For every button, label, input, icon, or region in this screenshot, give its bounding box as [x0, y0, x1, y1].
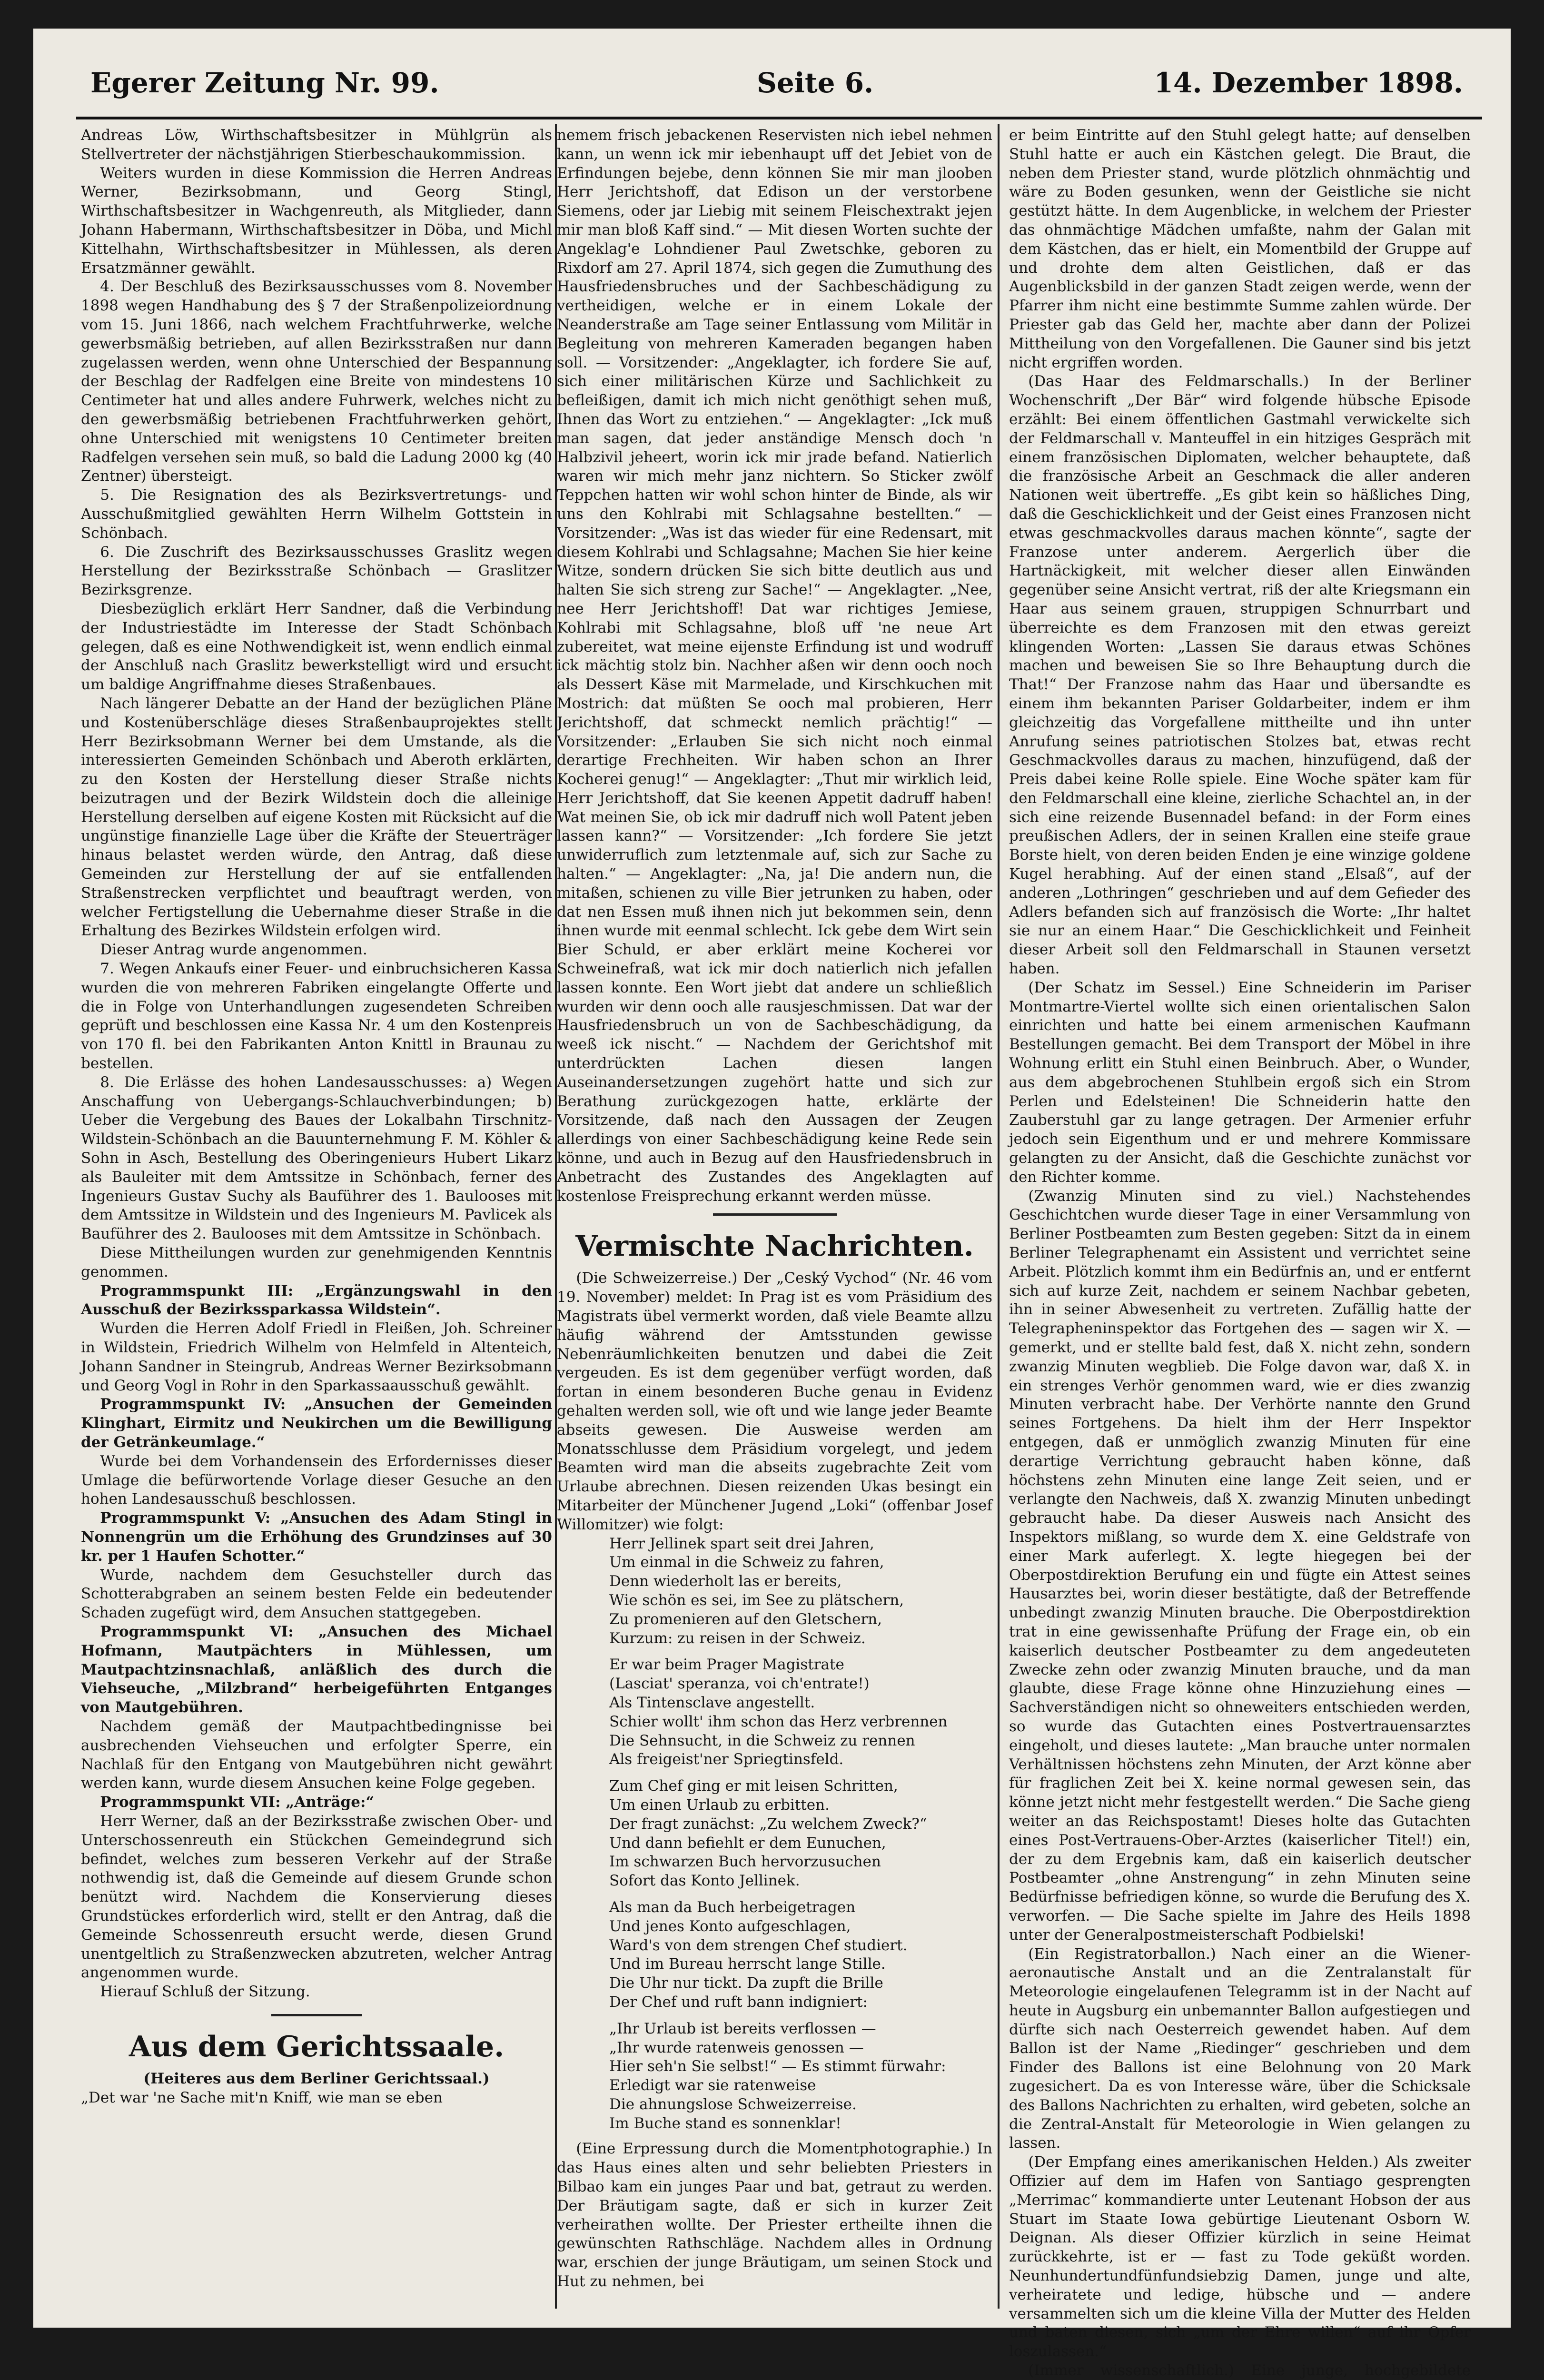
- poem-line: Um einmal in die Schweiz zu fahren,: [609, 1554, 884, 1571]
- article-paragraph: Wurde, nachdem dem Gesuchsteller durch das Schotterabgraben an seinem besten Felde ein bedeutender Schaden zugefügt wird, dem Ansuchen stattgegeben.: [81, 1566, 552, 1622]
- article-paragraph: 5. Die Resignation des als Bezirksvertretungs- und Ausschußmitglied gewählten Herrn Wilhelm Gottstein in Schönbach.: [81, 486, 552, 542]
- paper-issue: Egerer Zeitung Nr. 99.: [90, 67, 439, 99]
- column-3: [1009, 126, 1471, 2380]
- poem-line: Im Buche stand es sonnenklar!: [609, 2114, 841, 2132]
- article-paragraph: „Det war 'ne Sache mit'n Kniff, wie man se eben: [81, 2089, 443, 2106]
- poem-line: Wie schön es sei, im See zu plätschern,: [609, 1591, 904, 1609]
- page-number: Seite 6.: [757, 67, 874, 99]
- section-divider: [271, 2014, 362, 2016]
- article-paragraph: 8. Die Erlässe des hohen Landesausschusses: a) Wegen Anschaffung von Uebergangs-Schlauchverbindungen; b) Ueber die Vergebung des Baues der Lokalbahn Tirschnitz-Wildstein-Schönbach an die Bauunternehmung F. M. Köhler & Sohn in Asch, Bestellung des Oberingenieurs Hubert Likarz als Bauleiter mit dem Amtssitze in Schönbach, ferner des Ingenieurs Gustav Suchy als Bauführer des 1. Baulooses mit dem Amtssitze in Wildstein und des Ingenieurs M. Pavlicek als Bauführer des 2. Baulooses mit dem Amtssitze in Schönbach.: [81, 1073, 552, 1243]
- poem-line: Die ahnungslose Schweizerreise.: [609, 2095, 857, 2113]
- article-paragraph: Hierauf Schluß der Sitzung.: [100, 1983, 310, 2001]
- newspaper-page: [33, 29, 1511, 2380]
- poem-line: Als freigeist'ner Spriegtinsfeld.: [609, 1751, 844, 1768]
- poem-line: „Ihr Urlaub ist bereits verflossen —: [609, 2020, 876, 2037]
- header-divider: [76, 117, 1482, 119]
- article-paragraph: (Das Haar des Feldmarschalls.) In der Berliner Wochenschrift „Der Bär“ wird folgende hübsche Episode erzählt: Bei einem öffentlichen Gastmahl verwickelte sich der Feldmarschall v. Manteuffel in ein hitziges Gespräch mit einem französischen Diplomaten, welcher behauptete, daß die französische Arbeit an Geschmack die aller anderen Nationen weit übertreffe. „Es gibt kein so häßliches Ding, daß die Geschicklichkeit und der Geist eines Franzosen nicht etwas geschmackvolles daraus machen könnte“, sagte der Franzose unter anderem. Aergerlich über die Hartnäckigkeit, mit welcher dieser allen Einwänden gegenüber seine Ansicht vertrat, riß der alte Kriegsmann ein Haar aus seinem grauen, struppigen Schnurrbart und überreichte es dem Franzosen mit den etwas gereizt klingenden Worten: „Lassen Sie daraus etwas Schönes machen und beweisen Sie so Ihre Behauptung durch die That!“ Der Franzose nahm das Haar und übersandte es einem ihm bekannten Pariser Goldarbeiter, indem er ihm gleichzeitig das Vorgefallene mittheilte und ihn unter Anrufung seines patriotischen Stolzes bat, etwas recht Geschmackvolles daraus zu machen, hinzufügend, daß der Preis dabei keine Rolle spiele. Eine Woche später kam für den Feldmarschall eine kleine, zierliche Schachtel an, in der sich eine reizende Busennadel befand: in der Form eines preußischen Adlers, der in seinen Krallen eine steife graue Borste hielt, von deren beiden Enden je eine winzige goldene Kugel herabhing. Auf der einen stand „Elsaß“, auf der anderen „Lothringen“ geschrieben und auf dem Gefieder des Adlers befanden sich auf französisch die Worte: „Ihr haltet sie nur an einem Haar.“ Die Geschicklichkeit und Feinheit dieser Arbeit soll den Feldmarschall in Staunen versetzt haben.: [1009, 373, 1471, 978]
- section-title-misc: Vermischte Nachrichten.: [575, 1230, 974, 1263]
- poem-line: Sofort das Konto Jellinek.: [609, 1872, 800, 1890]
- article-paragraph: Programmspunkt VI: „Ansuchen des Michael Hofmann, Mautpächters in Mühlessen, um Mautpachtzinsnachlaß, anläßlich des durch die Viehseuche, „Milzbrand“ herbeigeführten Entganges von Mautgebühren.: [81, 1623, 552, 1716]
- article-paragraph: (Zwanzig Minuten sind zu viel.) Nachstehendes Geschichtchen wurde dieser Tage in einer Versammlung von Berliner Postbeamten zum Besten gegeben: Sitzt da in einem Berliner Telegraphenamt ein Assistent und verrichtet seine Arbeit. Plötzlich kommt ihm ein Bedürfnis an, und er entfernt sich auf kurze Zeit, nachdem er seinem Nachbar gebeten, ihn in seiner Abwesenheit zu vertreten. Zufällig hatte der Telegrapheninspektor das Fortgehen des — sagen wir X. — gemerkt, und er stellte bald fest, daß X. nicht zehn, sondern zwanzig Minuten wegblieb. Die Folge davon war, daß X. in ein strenges Verhör genommen ward, wie er dies zwanzig Minuten verbracht habe. Der Verhörte nannte den Grund seines Fortgehens. Da hielt ihm der Herr Inspektor entgegen, daß er unmöglich zwanzig Minuten für eine derartige Verrichtung gebraucht haben könne, daß höchstens zehn Minuten eine lange Zeit seien, und er verlangte den Nachweis, daß X. zwanzig Minuten unbedingt gebraucht habe. Da dieser Ausweis nach Ansicht des Inspektors mißlang, so wurde dem X. eine Geldstrafe von einer Mark auferlegt. X. legte hiegegen bei der Oberpostdirektion Berufung ein und fügte ein Attest seines Hausarztes bei, worin dieser bestätigte, daß der Betreffende unbedingt zwanzig Minuten brauche. Die Oberpostdirektion trat in eine gewissenhafte Prüfung der Frage ein, ob ein kaiserlich deutscher Postbeamter zu dem angedeuteten Zwecke zehn oder zwanzig Minuten brauche, und da man glaubte, diese Frage könne ohne Hinzuziehung eines — Sachverständigen nicht so ohneweiters entschieden werden, so wurde das Gutachten eines Postvertrauensarztes eingeholt, und dieses lautete: „Man brauche unter normalen Verhältnissen höchstens zehn Minuten, der Arzt könne aber für fraglichen Zeit bei X. keine normal gewesen sein, das könne jetzt nicht mehr festgestellt werden.“ Die Sache gieng weiter an das Reichspostamt! Dieses holte das Gutachten eines Post-Vertrauens-Ober-Arztes (kaiserlicher Titel!) ein, der zu dem Ergebnis kam, daß ein kaiserlich deutscher Postbeamter „ohne Anstrengung“ in zehn Minuten seine Bedürfnisse befriedigen könne, so wurde die Berufung des X. verworfen. — Die Sache spielte im Jahre des Heils 1898 unter der Generalpostmeisterschaft Podbielski!: [1009, 1187, 1471, 1944]
- poem-line: Erledigt war sie ratenweise: [609, 2077, 816, 2094]
- poem-line: Die Uhr nur tickt. Da zupft die Brille: [609, 1974, 883, 1992]
- poem-line: Er war beim Prager Magistrate: [609, 1656, 844, 1674]
- poem-line: Als Tintensclave angestellt.: [609, 1694, 815, 1711]
- article-paragraph: Diesbezüglich erklärt Herr Sandner, daß die Verbindung der Industriestädte im Interesse der Stadt Schönbach gelegen, daß es eine Nothwendigkeit ist, wenn endlich einmal der Anschluß nach Graslitz bewerkstelligt wird und ersucht um baldige Angriffnahme dieses Straßenbaues.: [81, 600, 552, 694]
- poem-line: Der Chef und ruft bann indigniert:: [609, 1993, 868, 2011]
- article-paragraph: Programmspunkt III: „Ergänzungswahl in den Ausschuß der Bezirkssparkassa Wildstein“.: [81, 1282, 552, 1319]
- article-paragraph: Nach längerer Debatte an der Hand der bezüglichen Pläne und Kostenüberschläge dieses Straßenbauprojektes stellt Herr Bezirksobmann Werner bei dem Umstande, als die interessierten Gemeinden Schönbach und Aberoth erklärten, zu den Kosten der Herstellung dieser Straße nichts beizutragen und der Bezirk Wildstein doch die alleinige Herstellung derselben auf eigene Kosten mit Rücksicht auf die ungünstige finanzielle Lage über die Kräfte der Steuerträger hinaus belastet werden würde, den Antrag, daß diese Gemeinden zur Herstellung der auf sie entfallenden Straßenstrecken verpflichtet und beauftragt werden, von welcher Fertigstellung die Uebernahme dieser Straße in die Erhaltung des Bezirkes Wildstein erfolgen wird.: [81, 694, 552, 940]
- article-paragraph: Programmspunkt IV: „Ansuchen der Gemeinden Klinghart, Eirmitz und Neukirchen um die Bewilligung der Getränkeumlage.“: [81, 1396, 552, 1451]
- poem-line: Denn wiederholt las er bereits,: [609, 1573, 842, 1590]
- article-paragraph: Andreas Löw, Wirthschaftsbesitzer in Mühlgrün als Stellvertreter der nächstjährigen Stierbeschaukommission.: [81, 127, 552, 163]
- poem-line: Als man da Buch herbeigetragen: [609, 1898, 856, 1916]
- article-paragraph: Herr Werner, daß an der Bezirksstraße zwischen Ober- und Unterschossenreuth ein Stückchen Gemeindegrund sich befindet, welches zum besseren Verkehr auf der Straße nothwendig ist, daß die Gemeinde auf diesem Grunde schon benützt wird. Nachdem die Konservierung dieses Grundstückes erforderlich wird, stellt er den Antrag, daß die Gemeinde Schossenreuth ersucht werde, diesen Grund unentgeltlich zu Straßenzwecken abzutreten, welcher Antrag angenommen wurde.: [81, 1812, 552, 1982]
- poem-line: „Ihr wurde ratenweis genossen —: [609, 2039, 864, 2056]
- poem-line: Und im Bureau herrscht lange Stille.: [609, 1955, 886, 1973]
- poem-line: (Lasciat' speranza, voi ch'entrate!): [609, 1675, 870, 1693]
- article-paragraph: (Eine Erpressung durch die Momentphotographie.) In das Haus eines alten und sehr beliebten Priesters in Bilbao kam ein junges Paar und bat, getraut zu werden. Der Bräutigam sagte, daß er sich in kurzer Zeit verheirathen wollte. Der Priester ertheilte ihnen die gewünschten Rathschläge. Nachdem alles in Ordnung war, erschien der junge Bräutigam, um seinen Stock und Hut zu nehmen, bei: [557, 2140, 992, 2291]
- column-1: [81, 126, 552, 2309]
- poem-line: Ward's von dem strengen Chef studiert.: [609, 1936, 908, 1954]
- section-title-court: Aus dem Gerichtssaale.: [129, 2030, 505, 2063]
- article-paragraph: 4. Der Beschluß des Bezirksausschusses vom 8. November 1898 wegen Handhabung des § 7 der Straßenpolizeiordnung vom 15. Juni 1866, nach welchem Frachtfuhrwerke, welche gewerbsmäßig betrieben, auf allen Bezirksstraßen nur dann zugelassen werden, wenn ohne Unterschied der Bespannung der Beschlag der Radfelgen eine Breite von mindestens 10 Centimeter hat und alles andere Fuhrwerk, welches nicht zu den gewerbsmäßig betriebenen Frachtfuhrwerken gehört, ohne Unterschied mit wenigstens 10 Centimeter breiten Radfelgen versehen sein muß, so bald die Ladung 2000 kg (40 Zentner) übersteigt.: [81, 278, 552, 485]
- poem-line: Und jenes Konto aufgeschlagen,: [609, 1917, 851, 1935]
- article-paragraph: Nachdem gemäß der Mautpachtbedingnisse bei ausbrechenden Viehseuchen und erfolgter Sperre, ein Nachlaß für den Entgang von Mautgebühren nicht gewährt werden kann, wurde diesem Ansuchen keine Folge gegeben.: [81, 1717, 552, 1792]
- poem-line: Hier seh'n Sie selbst!“ — Es stimmt fürwahr:: [609, 2058, 946, 2075]
- column-2: [557, 126, 992, 2309]
- article-paragraph: 6. Die Zuschrift des Bezirksausschusses Graslitz wegen Herstellung der Bezirksstraße Schönbach — Graslitzer Bezirksgrenze.: [81, 543, 552, 599]
- poem: [557, 1535, 992, 2133]
- poem-line: Die Sehnsucht, in die Schweiz zu rennen: [609, 1732, 915, 1749]
- article-paragraph: Diese Mittheilungen wurden zur genehmigenden Kenntnis genommen.: [81, 1244, 552, 1280]
- poem-line: Zum Chef ging er mit leisen Schritten,: [609, 1777, 898, 1795]
- article-paragraph: (Die Schweizerreise.) Der „Ceský Vychod“ (Nr. 46 vom 19. November) meldet: In Prag ist es vom Präsidium des Magistrats übel vermerkt worden, daß viele Beamte allzu häufig während der Amtsstunden gewisse Nebenräumlichkeiten benutzen und dabei die Zeit vergeuden. Es ist dem gegenüber verfügt worden, daß fortan in einem besonderen Buche genau in Evidenz gehalten werden soll, wie oft und wie lange jeder Beamte abseits gewesen. Die Ausweise werden am Monatsschlusse dem Präsidium vorgelegt, und jedem Beamten wird man die abseits zugebrachte Zeit vom Urlaube abrechnen. Diesen reizenden Ukas besingt ein Mitarbeiter der Münchener Jugend „Loki“ (offenbar Josef Willomitzer) wie folgt:: [557, 1269, 992, 1533]
- poem-line: Und dann befiehlt er dem Eunuchen,: [609, 1834, 886, 1852]
- article-paragraph: Wurde bei dem Vorhandensein des Erfordernisses dieser Umlage die befürwortende Vorlage dieser Gesuche an den hohen Landesausschuß beschlossen.: [81, 1452, 552, 1508]
- article-paragraph: Weiters wurden in diese Kommission die Herren Andreas Werner, Bezirksobmann, und Georg Stingl, Wirthschaftsbesitzer in Wachgenreuth, als Mitglieder, dann Johann Habermann, Wirthschaftsbesitzer in Döba, und Michl Kittelhahn, Wirthschaftsbesitzer in Mühlessen, als deren Ersatzmänner gewählt.: [81, 164, 552, 277]
- article-paragraph: Programmspunkt VII: „Anträge:“: [100, 1794, 375, 1811]
- article-paragraph: er beim Eintritte auf den Stuhl gelegt hatte; auf denselben Stuhl hatte er auch ein Kästchen gelegt. Die Braut, die neben dem Priester stand, wurde plötzlich ohnmächtig und wäre zu Boden gesunken, wenn der Geistliche sie nicht gestützt hätte. In dem Augenblicke, in welchem der Priester das ohnmächtige Mädchen umfaßte, nahm der Galan mit dem Kästchen, das er hielt, ein Momentbild der Gruppe auf und drohte dem alten Geistlichen, daß er das Augenblicksbild in der ganzen Stadt zeigen werde, wenn der Pfarrer ihm nicht eine bestimmte Summe zahlen würde. Der Priester gab das Geld her, machte aber dann der Polizei Mittheilung von den Vorgefallenen. Die Gauner sind bis jetzt nicht ergriffen worden.: [1009, 127, 1471, 371]
- article-paragraph: (Der Schatz im Sessel.) Eine Schneiderin im Pariser Montmartre-Viertel wollte sich einen orientalischen Salon einrichten und hatte bei einem armenischen Kaufmann Bestellungen gemacht. Bei dem Transport der Möbel in ihre Wohnung erlitt ein Stuhl einen Beinbruch. Aber, o Wunder, aus dem abgebrochenen Stuhlbein ergoß sich ein Strom Perlen und Edelsteinen! Die Schneiderin hatte den Zauberstuhl gar zu lange getragen. Der Armenier erfuhr jedoch sein Eigenthum und er und mehrere Kommissare gelangten zu der Ansicht, daß die Geschichte zunächst vor den Richter komme.: [1009, 979, 1471, 1186]
- poem-line: Um einen Urlaub zu erbitten.: [609, 1796, 830, 1814]
- article-paragraph: (Ein Registratorballon.) Nach einer an die Wiener-aeronautische Anstalt und an die Zentralanstalt für Meteorologie eingelaufenen Telegramm ist in der Nacht auf heute in Augsburg ein unbemannter Ballon aufgestiegen und dürfte sich nach Oesterreich gewendet haben. Auf dem Ballon ist der Name „Riedinger“ geschrieben und dem Finder des Ballons ist eine Belohnung von 20 Mark zugesichert. Da es von Interesse wäre, über die Schicksale des Ballons Nachrichten zu erhalten, wird gebeten, solche an die Zentral-Anstalt für Meteorologie in Wien gelangen zu lassen.: [1009, 1945, 1471, 2152]
- article-paragraph: Wurden die Herren Adolf Friedl in Fleißen, Joh. Schreiner in Wildstein, Friedrich Wilhelm von Helmfeld in Altenteich, Johann Sandner in Steingrub, Andreas Werner Bezirksobmann und Georg Vogl in Rohr in den Sparkassaausschuß gewählt.: [81, 1320, 552, 1394]
- article-paragraph: nemem frisch jebackenen Reservisten nich iebel nehmen kann, un wenn ick mir iebenhaupt uff det Jebiet von de Erfindungen bejebe, denn können Sie mir man jlooben Herr Jerichtshoff, dat Edison un der verstorbene Siemens, oder jar Liebig mit seinem Fleischextrakt jejen mir man bloß Kaff sind.“ — Mit diesen Worten suchte der Angeklag'e Lohndiener Paul Zwetschke, geboren zu Rixdorf am 27. April 1874, sich gegen die Zumuthung des Hausfriedensbruches und der Sachbeschädigung zu vertheidigen, welche er in einem Lokale der Neanderstraße am Tage seiner Entlassung vom Militär in Begleitung von mehreren Kameraden begangen haben soll. — Vorsitzender: „Angeklagter, ich fordere Sie auf, sich einer militärischen Kürze und Sachlichkeit zu befleißigen, damit ich mich nicht genöthigt sehen muß, Ihnen das Wort zu entziehen.“ — Angeklagter: „Ick muß man sagen, dat jeder anständige Mensch doch 'n Halbzivil jeheert, worin ick mir jrade befand. Natierlich waren wir mich mehr janz nichtern. So Sticker zwölf Teppchen hatten wir wohl schon hinter de Binde, als wir uns den Kohlrabi mit Schlagsahne bestellten.“ — Vorsitzender: „Was ist das wieder für eine Redensart, mit diesem Kohlrabi und Schlagsahne; Machen Sie hier keine Witze, sondern drücken Sie sich bitte deutlich aus und halten Sie sich streng zur Sache!“ — Angeklagter. „Nee, nee Herr Jerichtshoff! Dat war richtiges Jemiese, Kohlrabi mit Schlagsahne, bloß uff 'ne neue Art zubereitet, wat meine eijenste Erfindung ist und wodruff ick mächtig stolz bin. Nachher aßen wir denn ooch noch als Dessert Käse mit Marmelade, und Kirschkuchen mit Mostrich: dat müßten Se ooch mal probieren, Herr Jerichtshoff, dat schmeckt nemlich prächtig!“ — Vorsitzender: „Erlauben Sie sich nicht noch einmal derartige Frechheiten. Wir haben schon an Ihrer Kocherei genug!“ — Angeklagter: „Thut mir wirklich leid, Herr Jerichtshoff, dat Sie keenen Appetit dadruff haben! Wat meinen Sie, ob ick mir dadruff nich woll Patent jeben lassen kann?“ — Vorsitzender: „Ich fordere Sie jetzt unwiderruflich zum letztenmale auf, sich zur Sache zu halten.“ — Angeklagter: „Na, ja! Die andern nun, die mitaßen, schienen zu ville Bier jetrunken zu haben, oder dat nen Essen muß ihnen nich jut bekommen sein, denn ihnen wurde mit eenmal schlecht. Ick gebe dem Wirt sein Bier Schuld, er aber erklärt meine Kocherei vor Schweinefraß, wat ick mir doch natierlich nich jefallen lassen konnte. Een Wort jiebt dat andere un schließlich wurden wir denn ooch alle rausjeschmissen. Dat war der Hausfriedensbruch un von de Sachbeschädigung, da weeß ick nischt.“ — Nachdem der Gerichtshof mit unterdrückten Lachen diesen langen Auseinandersetzungen zugehört hatte und sich zur Berathung zurückgezogen hatte, erklärte der Vorsitzende, daß nach den Aussagen der Zeugen allerdings von einer Sachbeschädigung keine Rede sein könne, und auch in Bezug auf den Hausfriedensbruch in Anbetracht des Zustandes des Angeklagten auf kostenlose Freisprechung erkannt werden müsse.: [557, 127, 992, 1205]
- issue-date: 14. Dezember 1898.: [1154, 67, 1463, 99]
- article-paragraph: (Immer wissenschaftlich.) Eine junge, hochgebildete: [1028, 2362, 1471, 2380]
- article-paragraph: Dieser Antrag wurde angenommen.: [100, 941, 367, 959]
- section-divider: [713, 1213, 837, 1216]
- poem-line: Der fragt zunächst: „Zu welchem Zweck?“: [609, 1815, 927, 1833]
- court-subtitle: (Heiteres aus dem Berliner Gerichtssaal.): [143, 2070, 490, 2087]
- poem-line: Schier wollt' ihm schon das Herz verbrennen: [609, 1713, 948, 1730]
- poem-line: Kurzum: zu reisen in der Schweiz.: [609, 1629, 866, 1647]
- poem-line: Im schwarzen Buch hervorzusuchen: [609, 1853, 881, 1871]
- article-paragraph: Programmspunkt V: „Ansuchen des Adam Stingl in Nonnengrün um die Erhöhung des Grundzinses auf 30 kr. per 1 Haufen Schotter.“: [81, 1509, 552, 1565]
- page-header: [76, 48, 1482, 105]
- poem-line: Zu promenieren auf den Gletschern,: [609, 1610, 882, 1628]
- column-divider: [998, 124, 1000, 2309]
- article-paragraph: 7. Wegen Ankaufs einer Feuer- und einbruchsicheren Kassa wurden die von mehreren Fabriken eingelangte Offerte und die in Folge von Unterhandlungen zugesendeten Schreiben geprüft und beschlossen eine Kassa Nr. 4 um den Kostenpreis von 170 fl. bei den Fabrikanten Anton Knittl in Braunau zu bestellen.: [81, 960, 552, 1072]
- article-paragraph: (Der Empfang eines amerikanischen Helden.) Als zweiter Offizier auf dem im Hafen von Santiago gesprengten „Merrimac“ kommandierte unter Leutenant Hobson der aus Stuart im Staate Iowa gebürtige Lieutenant Osborn W. Deignan. Als dieser Offizier kürzlich in seine Heimat zurückkehrte, ist er — fast zu Tode geküßt worden. Neunhundertundfünfundsiebzig Damen, junge und alte, verheiratete und ledige, hübsche und — andere versammelten sich um die kleine Villa der Mutter des Helden und baten diesen, sich „um der Ehre willen“ auf ihr Opfer loszulassen.“: [1009, 2153, 1471, 2360]
- poem-line: Herr Jellinek spart seit drei Jahren,: [609, 1535, 874, 1552]
